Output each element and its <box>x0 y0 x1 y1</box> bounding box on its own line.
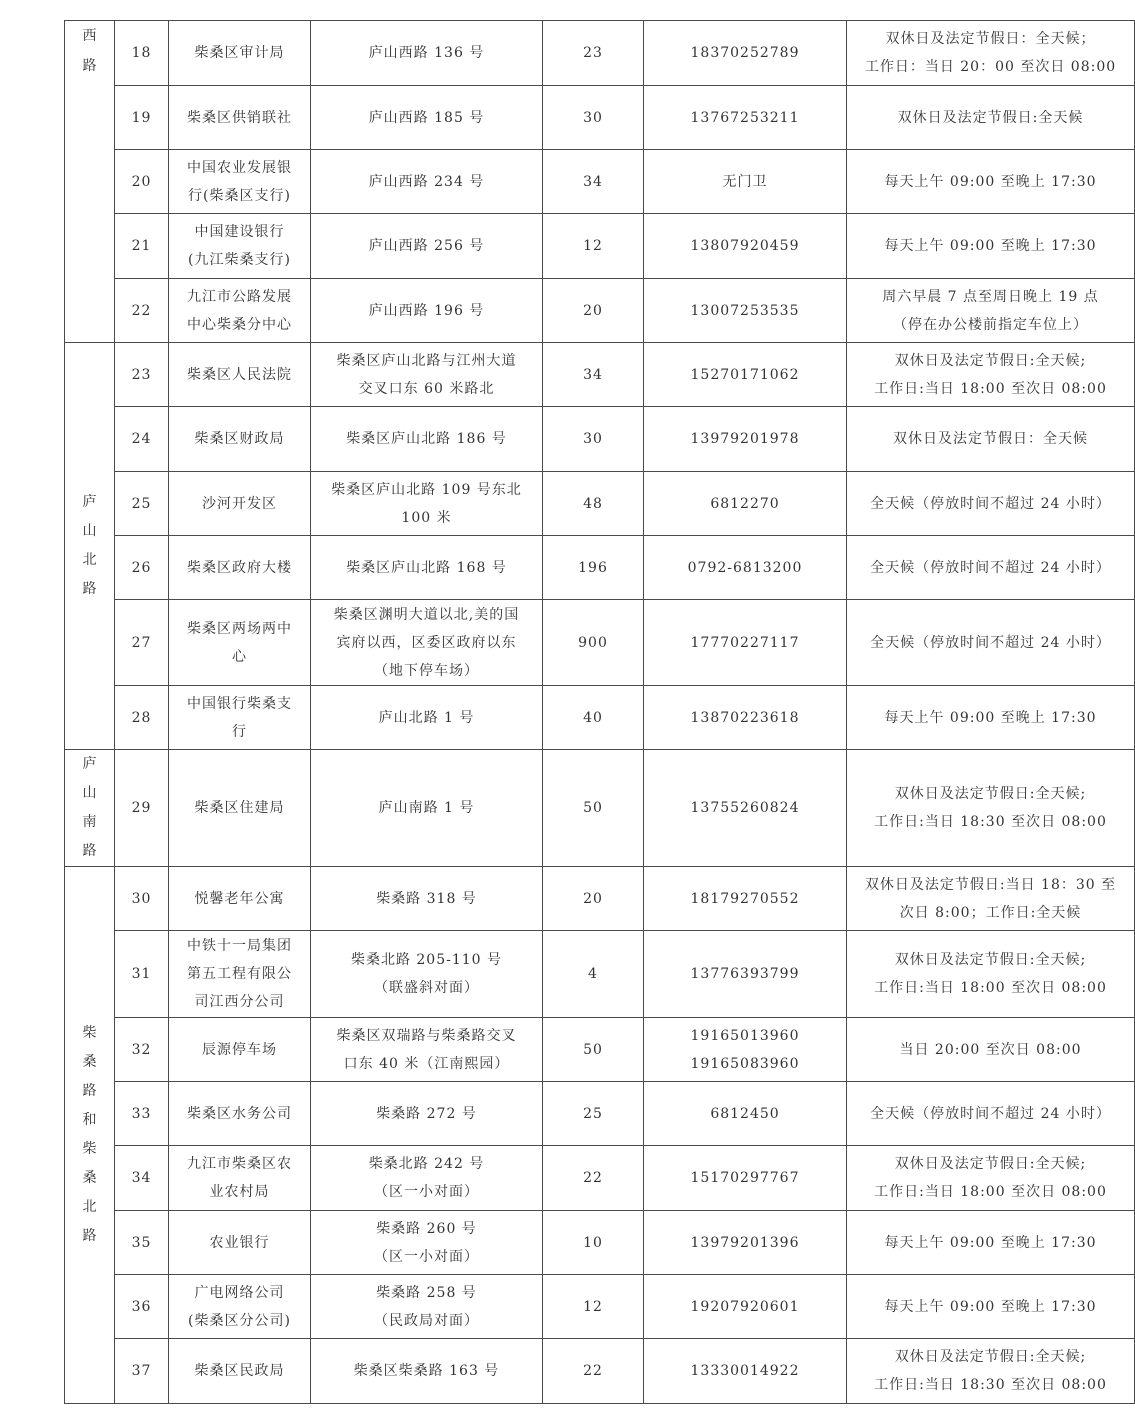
cell-number: 21 <box>115 214 169 279</box>
cell-phone: 13330014922 <box>644 1339 847 1404</box>
cell-hours: 周六早晨 7 点至周日晚上 19 点 （停在办公楼前指定车位上） <box>847 279 1135 343</box>
cell-phone: 13979201396 <box>644 1211 847 1275</box>
cell-name: 中国银行柴桑支 行 <box>169 686 311 750</box>
cell-number: 24 <box>115 407 169 472</box>
cell-number: 25 <box>115 472 169 536</box>
cell-name: 中铁十一局集团 第五工程有限公 司江西分公司 <box>169 931 311 1018</box>
table-row <box>65 931 1135 1018</box>
cell-number: 31 <box>115 931 169 1018</box>
cell-spots: 34 <box>543 150 644 214</box>
cell-number: 35 <box>115 1211 169 1275</box>
cell-number: 28 <box>115 686 169 750</box>
table-row <box>65 279 1135 343</box>
road-name: 西路 <box>82 28 97 74</box>
cell-spots: 12 <box>543 214 644 279</box>
cell-name: 柴桑区民政局 <box>169 1339 311 1404</box>
table-row <box>65 214 1135 279</box>
cell-name: 九江市柴桑区农 业农村局 <box>169 1146 311 1211</box>
cell-number: 33 <box>115 1082 169 1146</box>
cell-hours: 全天候（停放时间不超过 24 小时） <box>847 472 1135 536</box>
table-row <box>65 1018 1135 1082</box>
cell-name: 柴桑区财政局 <box>169 407 311 472</box>
cell-name: 九江市公路发展 中心柴桑分中心 <box>169 279 311 343</box>
cell-address: 柴桑区渊明大道以北,美的国 宾府以西，区委区政府以东 （地下停车场） <box>311 600 543 686</box>
cell-phone: 13755260824 <box>644 750 847 867</box>
cell-number: 20 <box>115 150 169 214</box>
road-name: 柴桑路和柴桑北路 <box>82 1025 97 1244</box>
cell-phone: 13870223618 <box>644 686 847 750</box>
cell-spots: 20 <box>543 867 644 931</box>
cell-number: 29 <box>115 750 169 867</box>
cell-phone: 无门卫 <box>644 150 847 214</box>
cell-phone: 19207920601 <box>644 1275 847 1339</box>
cell-number: 19 <box>115 86 169 150</box>
cell-number: 22 <box>115 279 169 343</box>
cell-phone: 13767253211 <box>644 86 847 150</box>
cell-hours: 双休日及法定节假日:全天候; 工作日:当日 18:00 至次日 08:00 <box>847 931 1135 1018</box>
table-row <box>65 750 1135 867</box>
cell-phone: 15170297767 <box>644 1146 847 1211</box>
cell-address: 柴桑区庐山北路与江州大道 交叉口东 60 米路北 <box>311 343 543 407</box>
cell-hours: 双休日及法定节假日:全天候; 工作日:当日 18:00 至次日 08:00 <box>847 1146 1135 1211</box>
table-row <box>65 1275 1135 1339</box>
cell-spots: 40 <box>543 686 644 750</box>
road-name: 庐山北路 <box>82 494 97 597</box>
table-row <box>65 1339 1135 1404</box>
cell-hours: 双休日及法定节假日:全天候; 工作日:当日 18:30 至次日 08:00 <box>847 1339 1135 1404</box>
cell-address: 柴桑区柴桑路 163 号 <box>311 1339 543 1404</box>
table-row <box>65 686 1135 750</box>
cell-hours: 每天上午 09:00 至晚上 17:30 <box>847 214 1135 279</box>
cell-address: 柴桑北路 205-110 号 （联盛斜对面） <box>311 931 543 1018</box>
table-row <box>65 86 1135 150</box>
table-row <box>65 1146 1135 1211</box>
cell-phone: 13007253535 <box>644 279 847 343</box>
cell-hours: 全天候（停放时间不超过 24 小时） <box>847 536 1135 600</box>
cell-number: 30 <box>115 867 169 931</box>
cell-address: 柴桑路 258 号 （民政局对面） <box>311 1275 543 1339</box>
cell-name: 沙河开发区 <box>169 472 311 536</box>
cell-address: 柴桑路 318 号 <box>311 867 543 931</box>
cell-name: 柴桑区住建局 <box>169 750 311 867</box>
cell-address: 柴桑区庐山北路 109 号东北 100 米 <box>311 472 543 536</box>
cell-name: 柴桑区供销联社 <box>169 86 311 150</box>
table-row <box>65 536 1135 600</box>
cell-address: 庐山西路 256 号 <box>311 214 543 279</box>
cell-phone: 13807920459 <box>644 214 847 279</box>
cell-name: 广电网络公司 (柴桑区分公司) <box>169 1275 311 1339</box>
cell-hours: 双休日及法定节假日：全天候 <box>847 407 1135 472</box>
road-name-cell <box>65 750 115 867</box>
cell-phone: 0792-6813200 <box>644 536 847 600</box>
cell-spots: 30 <box>543 407 644 472</box>
cell-name: 柴桑区两场两中 心 <box>169 600 311 686</box>
cell-phone: 18179270552 <box>644 867 847 931</box>
cell-phone: 19165013960 19165083960 <box>644 1018 847 1082</box>
cell-number: 37 <box>115 1339 169 1404</box>
cell-address: 柴桑路 260 号 （区一小对面） <box>311 1211 543 1275</box>
cell-address: 庐山西路 234 号 <box>311 150 543 214</box>
cell-name: 柴桑区政府大楼 <box>169 536 311 600</box>
cell-address: 庐山西路 196 号 <box>311 279 543 343</box>
cell-spots: 30 <box>543 86 644 150</box>
table-row <box>65 343 1135 407</box>
cell-spots: 196 <box>543 536 644 600</box>
table-row <box>65 150 1135 214</box>
cell-hours: 双休日及法定节假日:全天候; 工作日:当日 18:30 至次日 08:00 <box>847 750 1135 867</box>
cell-spots: 4 <box>543 931 644 1018</box>
cell-hours: 每天上午 09:00 至晚上 17:30 <box>847 150 1135 214</box>
cell-spots: 23 <box>543 21 644 86</box>
cell-spots: 22 <box>543 1146 644 1211</box>
cell-number: 23 <box>115 343 169 407</box>
cell-number: 34 <box>115 1146 169 1211</box>
parking-table <box>64 20 1135 1404</box>
cell-address: 柴桑区双瑞路与柴桑路交叉 口东 40 米（江南熙园） <box>311 1018 543 1082</box>
cell-number: 32 <box>115 1018 169 1082</box>
road-name-cell <box>65 343 115 750</box>
cell-hours: 全天候（停放时间不超过 24 小时） <box>847 1082 1135 1146</box>
cell-name: 悦馨老年公寓 <box>169 867 311 931</box>
cell-address: 柴桑区庐山北路 186 号 <box>311 407 543 472</box>
cell-number: 26 <box>115 536 169 600</box>
cell-hours: 全天候（停放时间不超过 24 小时） <box>847 600 1135 686</box>
cell-address: 庐山西路 185 号 <box>311 86 543 150</box>
road-name-cell <box>65 867 115 1404</box>
cell-phone: 13776393799 <box>644 931 847 1018</box>
cell-name: 中国建设银行 (九江柴桑支行) <box>169 214 311 279</box>
cell-phone: 13979201978 <box>644 407 847 472</box>
cell-hours: 每天上午 09:00 至晚上 17:30 <box>847 1211 1135 1275</box>
table-row <box>65 1082 1135 1146</box>
table-row <box>65 867 1135 931</box>
cell-spots: 20 <box>543 279 644 343</box>
cell-name: 农业银行 <box>169 1211 311 1275</box>
cell-address: 庐山南路 1 号 <box>311 750 543 867</box>
table-row <box>65 1211 1135 1275</box>
table-row <box>65 407 1135 472</box>
cell-hours: 当日 20:00 至次日 08:00 <box>847 1018 1135 1082</box>
cell-phone: 17770227117 <box>644 600 847 686</box>
cell-hours: 双休日及法定节假日:全天候 <box>847 86 1135 150</box>
cell-phone: 6812450 <box>644 1082 847 1146</box>
cell-hours: 每天上午 09:00 至晚上 17:30 <box>847 1275 1135 1339</box>
cell-name: 柴桑区审计局 <box>169 21 311 86</box>
cell-name: 中国农业发展银 行(柴桑区支行) <box>169 150 311 214</box>
cell-name: 柴桑区人民法院 <box>169 343 311 407</box>
cell-name: 辰源停车场 <box>169 1018 311 1082</box>
cell-hours: 双休日及法定节假日：全天候； 工作日：当日 20：00 至次日 08:00 <box>847 21 1135 86</box>
cell-hours: 每天上午 09:00 至晚上 17:30 <box>847 686 1135 750</box>
cell-address: 柴桑区庐山北路 168 号 <box>311 536 543 600</box>
cell-number: 36 <box>115 1275 169 1339</box>
cell-address: 庐山西路 136 号 <box>311 21 543 86</box>
cell-spots: 50 <box>543 750 644 867</box>
cell-number: 18 <box>115 21 169 86</box>
cell-spots: 34 <box>543 343 644 407</box>
cell-hours: 双休日及法定节假日:当日 18：30 至 次日 8:00；工作日:全天候 <box>847 867 1135 931</box>
cell-number: 27 <box>115 600 169 686</box>
cell-hours: 双休日及法定节假日:全天候; 工作日:当日 18:00 至次日 08:00 <box>847 343 1135 407</box>
table-row <box>65 21 1135 86</box>
cell-spots: 50 <box>543 1018 644 1082</box>
cell-name: 柴桑区水务公司 <box>169 1082 311 1146</box>
cell-phone: 15270171062 <box>644 343 847 407</box>
road-name-cell <box>65 21 115 343</box>
table-row <box>65 600 1135 686</box>
cell-phone: 6812270 <box>644 472 847 536</box>
cell-spots: 48 <box>543 472 644 536</box>
cell-address: 柴桑路 272 号 <box>311 1082 543 1146</box>
cell-address: 庐山北路 1 号 <box>311 686 543 750</box>
cell-spots: 10 <box>543 1211 644 1275</box>
cell-phone: 18370252789 <box>644 21 847 86</box>
cell-spots: 22 <box>543 1339 644 1404</box>
table-row <box>65 472 1135 536</box>
cell-spots: 12 <box>543 1275 644 1339</box>
cell-spots: 900 <box>543 600 644 686</box>
road-name: 庐山南路 <box>82 756 97 859</box>
cell-address: 柴桑北路 242 号 （区一小对面） <box>311 1146 543 1211</box>
cell-spots: 25 <box>543 1082 644 1146</box>
